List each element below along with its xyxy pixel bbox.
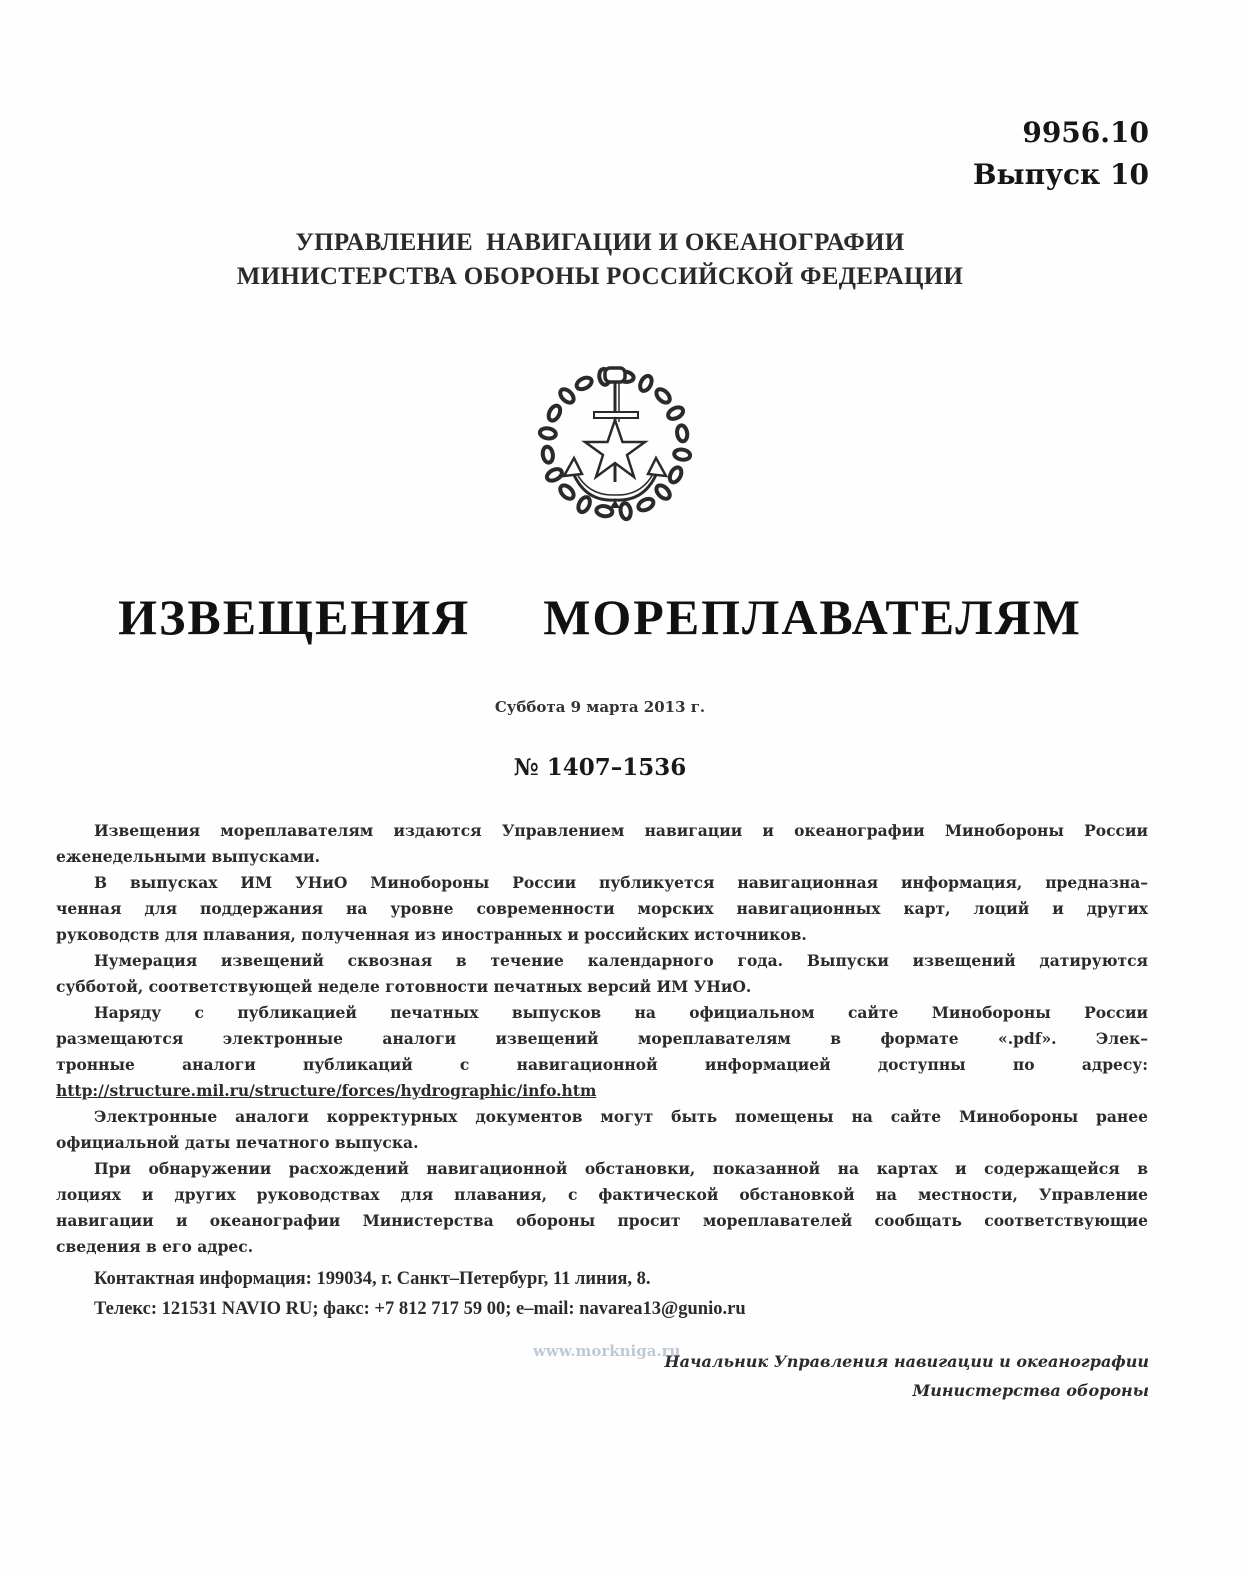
chain-link bbox=[545, 467, 564, 483]
text-line: Извещения мореплавателям издаются Управлением навигации и океанографии Минобороны России bbox=[94, 821, 1148, 840]
text-line: тронные аналоги публикаций с навигационной информацией доступны по адресу: bbox=[56, 1055, 1148, 1074]
chain-link bbox=[619, 502, 631, 519]
paragraph bbox=[56, 818, 1148, 870]
organization-line-1: УПРАВЛЕНИЕ НАВИГАЦИИ И ОКЕАНОГРАФИИ bbox=[295, 229, 905, 256]
paragraph bbox=[56, 1000, 1148, 1104]
text-line: субботой, соответствующей неделе готовности печатных версий ИМ УНиО. bbox=[56, 977, 752, 996]
anchor-star-chain-emblem-icon bbox=[534, 362, 696, 522]
intro-text bbox=[56, 818, 1148, 1260]
chain-link bbox=[576, 495, 592, 514]
text-line: При обнаружении расхождений навигационной обстановки, показанной на картах и содержащейся в bbox=[94, 1159, 1148, 1178]
issue-date: Суббота 9 марта 2013 г. bbox=[494, 698, 706, 716]
chain-link bbox=[676, 425, 688, 442]
chain-link bbox=[666, 405, 685, 421]
text-line: лоциях и других руководствах для плавания, с фактической обстановкой на местности, Управление bbox=[56, 1185, 1148, 1204]
text-line: Наряду с публикацией печатных выпусков на официальном сайте Минобороны России bbox=[94, 1003, 1148, 1022]
chain-link bbox=[673, 448, 690, 460]
text-line: размещаются электронные аналоги извещений мореплавателям в формате «.pdf». Элек– bbox=[56, 1029, 1148, 1048]
chain-link bbox=[654, 387, 672, 405]
text-line: сведения в его адрес. bbox=[56, 1237, 254, 1256]
paragraph bbox=[56, 1104, 1148, 1156]
organization-name bbox=[0, 226, 1200, 294]
notice-number-range: № 1407–1536 bbox=[513, 754, 687, 781]
watermark: www.morkniga.ru bbox=[533, 1342, 681, 1360]
signature-block bbox=[665, 1347, 1149, 1405]
text-line: ченная для поддержания на уровне современности морских навигационных карт, лоций и других bbox=[56, 899, 1148, 918]
contact-telex-fax-email: Телекс: 121531 NAVIO RU; факс: +7 812 717 59 00; e–mail: navarea13@gunio.ru bbox=[94, 1299, 746, 1319]
chain-link bbox=[638, 374, 654, 393]
text-line: Нумерация извещений сквозная в течение календарного года. Выпуски извещений датируются bbox=[94, 951, 1148, 970]
chain-link bbox=[668, 465, 684, 484]
publication-title: ИЗВЕЩЕНИЯ МОРЕПЛАВАТЕЛЯМ bbox=[118, 589, 1082, 645]
contact-address: Контактная информация: 199034, г. Санкт–Петербург, 11 линия, 8. bbox=[94, 1269, 651, 1289]
text-line: навигации и океанографии Министерства обороны просит мореплавателей сообщать соответствующие bbox=[56, 1211, 1148, 1230]
chain-link bbox=[546, 404, 562, 423]
paragraph bbox=[56, 948, 1148, 1000]
paragraph bbox=[56, 1156, 1148, 1260]
chain-link bbox=[539, 427, 556, 439]
chain-link bbox=[558, 483, 576, 501]
contact-information bbox=[94, 1264, 746, 1324]
document-code: 9956.10 bbox=[1022, 116, 1149, 149]
chain-link bbox=[575, 375, 594, 391]
document-header-code bbox=[973, 112, 1149, 196]
chain-link bbox=[636, 497, 655, 513]
issue-label: Выпуск 10 bbox=[972, 158, 1149, 191]
signature-line-1: Начальник Управления навигации и океанографии bbox=[664, 1352, 1149, 1371]
chain-link bbox=[558, 387, 576, 405]
text-line: руководств для плавания, полученная из иностранных и российских источников. bbox=[56, 925, 807, 944]
signature-line-2: Министерства обороны bbox=[912, 1381, 1149, 1400]
paragraph bbox=[56, 870, 1148, 948]
text-line: официальной даты печатного выпуска. bbox=[56, 1133, 419, 1152]
chain-link bbox=[596, 505, 613, 517]
text-line: В выпусках ИМ УНиО Минобороны России публикуется навигационная информация, предназна– bbox=[94, 873, 1148, 892]
organization-line-2: МИНИСТЕРСТВА ОБОРОНЫ РОССИЙСКОЙ ФЕДЕРАЦИИ bbox=[236, 263, 964, 290]
chain-link bbox=[542, 446, 554, 463]
text-line: еженедельными выпусками. bbox=[56, 847, 321, 866]
text-line: Электронные аналоги корректурных документов могут быть помещены на сайте Минобороны ранее bbox=[94, 1107, 1148, 1126]
chain-link bbox=[654, 483, 672, 501]
hydrographic-info-link[interactable]: http://structure.mil.ru/structure/forces/hydrographic/info.htm bbox=[56, 1081, 597, 1100]
